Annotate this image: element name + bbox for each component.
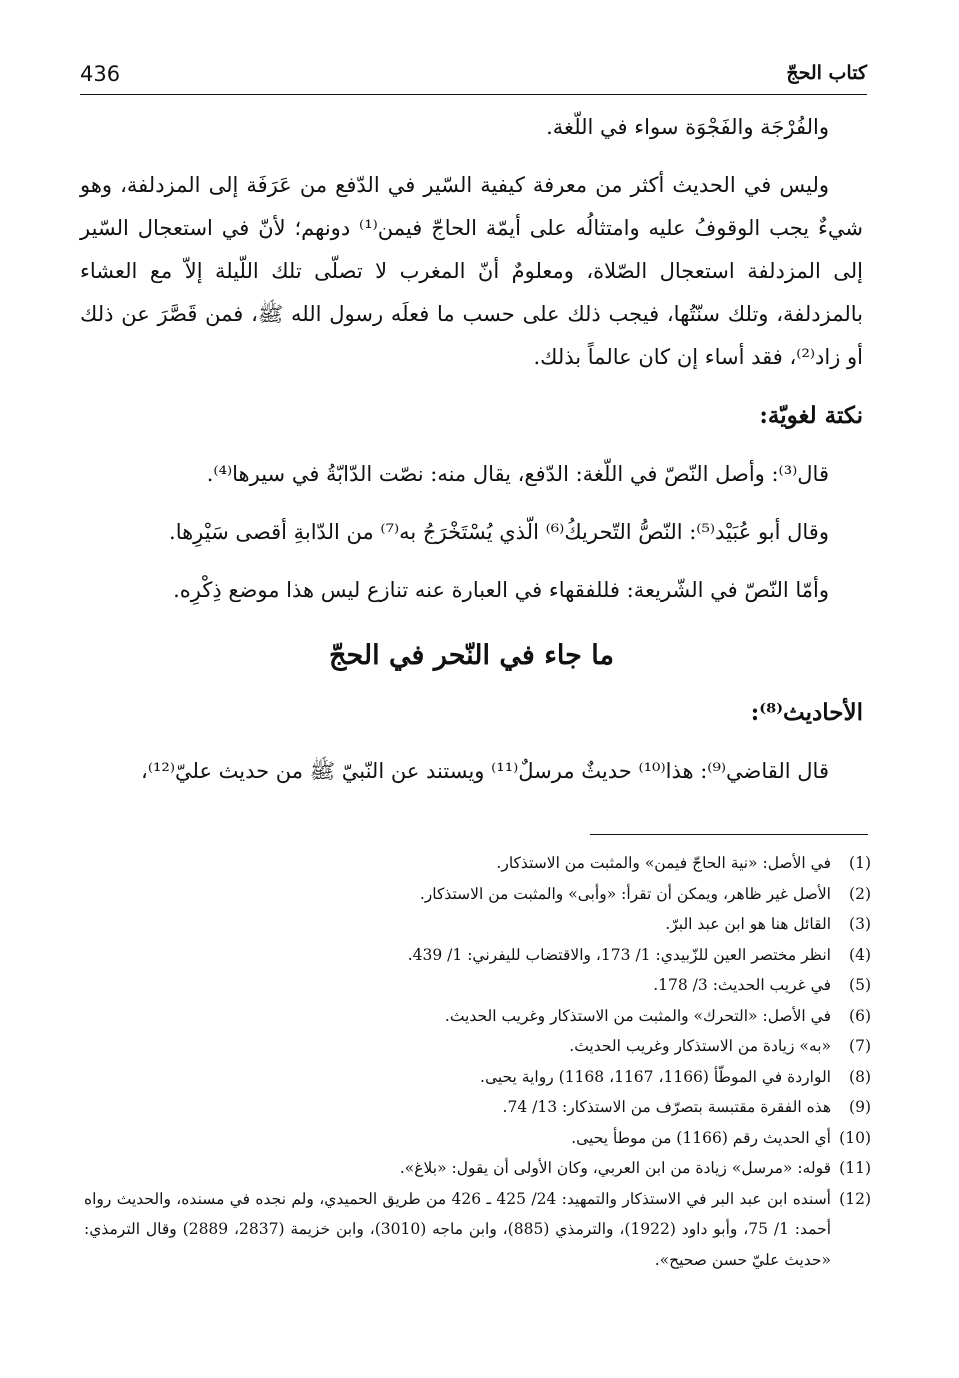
running-header [80,62,867,92]
footnote [84,1092,871,1123]
footnote-text: أي الحديث رقم (1166) من موطأ يحيى. [571,1128,831,1147]
paragraph-furja: والفُرْجَة والفَجْوَة سواء في اللّغة. [546,115,829,139]
footnote-number: (7) [849,1037,871,1055]
footnotes [84,848,871,1275]
footnote [84,909,871,940]
footnote-number: (6) [849,1006,871,1025]
paragraph-sharia: وأمّا النّصّ في الشّريعة: فللفقهاء في العبارة عنه تنازع ليس هذا موضع ذِكْرِه. [173,578,829,602]
footnote [84,1001,871,1032]
footnote [84,1184,871,1276]
footnote [84,1123,871,1154]
ahadith-heading: الأحاديث⁽⁸⁾: [750,699,863,726]
footnote [84,1062,871,1093]
footnote-number: (2) [849,884,871,903]
footnote-separator [590,834,868,835]
footnote-text: «به» زيادة من الاستذكار وغريب الحديث. [569,1037,831,1055]
footnote-text: أسنده ابن عبد البر في الاستذكار والتمهيد: 24/ 425 ـ 426 من طريق الحميدي، ولم نجده في مسنده، والحديث رواه أحمد: 1/ 75، وأبو داود (1922)، والترمذي (885)، وابن ماجه (3010)، وابن خزيمة (2837، 2889) وقال الترمذي: «حديث عليّ حسن صحيح». [84,1189,832,1269]
footnote-text: الأصل غير ظاهر، ويمكن أن تقرأ: «وأبى» والمثبت من الاستذكار. [419,884,831,903]
section-title: ما جاء في النّحر في الحجّ [329,640,614,671]
footnote [84,1153,871,1184]
footnote-number: (12) [839,1189,871,1208]
footnote-number: (9) [849,1098,871,1116]
header-rule [80,94,867,95]
footnote-number: (1) [849,854,871,872]
footnote-text: انظر مختصر العين للزّبيدي: 1/ 173، والاقتضاب لليفرني: 1/ 439. [407,945,831,964]
footnote-text: في الأصل: «نية الحاجّ فيمن» والمثبت من الاستذكار. [496,854,831,872]
footnote-number: (11) [839,1159,871,1177]
footnote [84,848,871,879]
linguistic-note-heading: نكتة لغويّة: [759,402,863,429]
footnote-number: (3) [849,915,871,933]
paragraph-qadi: قال القاضي⁽⁹⁾: هذا⁽¹⁰⁾ حديثٌ مرسلٌ⁽¹¹⁾ ويستند عن النّبيّ ﷺ من حديث عليّ⁽¹²⁾، [141,759,829,783]
footnote [84,879,871,910]
footnote-number: (10) [839,1128,871,1147]
footnote-number: (5) [849,976,871,994]
paragraph-abu-ubayd: وقال أبو عُبَيْد⁽⁵⁾: النّصُّ التّحريكُ⁽⁶⁾ الّذي يُسْتَخْرَجُ به⁽⁷⁾ من الدّابةِ أقصى سَيْرِها. [169,520,829,544]
footnote-text: قوله: «مرسل» زيادة من ابن العربي، وكان الأولى أن يقول: «بلاغ». [399,1159,831,1177]
footnote-text: في الأصل: «التحرك» والمثبت من الاستذكار وغريب الحديث. [444,1006,831,1025]
footnote-text: القائل هنا هو ابن عبد البرّ. [665,915,831,933]
footnote-number: (4) [849,945,871,964]
paragraph-nass-origin: قال⁽³⁾: وأصل النّصّ في اللّغة: الدّفع، يقال منه: نصّت الدّابّةُ في سيرها⁽⁴⁾. [206,462,829,486]
main-text [80,106,863,808]
footnote-text: هذه الفقرة مقتبسة بتصرّف من الاستذكار: 13/ 74. [502,1098,831,1116]
page-number: 436 [80,62,121,86]
book-title: كتاب الحجّ [786,62,867,84]
footnote [84,1031,871,1062]
footnote-text: الواردة في الموطّأ (1166، 1167، 1168) رواية يحيى. [480,1067,831,1086]
footnote [84,940,871,971]
footnote [84,970,871,1001]
footnote-text: في غريب الحديث: 3/ 178. [653,976,831,994]
paragraph-muzdalifa: وليس في الحديث أكثر من معرفة كيفية السّير في الدّفع من عَرَفَة إلى المزدلفة، وهو شيءٌ يجب الوقوفُ عليه وامتثالُه على أيمّة الحاجّ فيمن⁽¹⁾ دونهم؛ لأنّ في استعجال السّير إلى المزدلفة استعجال الصّلاة، ومعلومٌ أنّ المغرب لا تصلّى تلك اللّيلة إلاّ مع العشاء بالمزدلفة، وتلك سنّتُها، فيجب ذلك على حسب ما فعلَه رسول الله ﷺ، فمن قَصَّرَ عن ذلك أو زاد⁽²⁾، فقد أساء إن كان عالماً بذلك. [80,173,863,369]
footnote-number: (8) [849,1067,871,1086]
